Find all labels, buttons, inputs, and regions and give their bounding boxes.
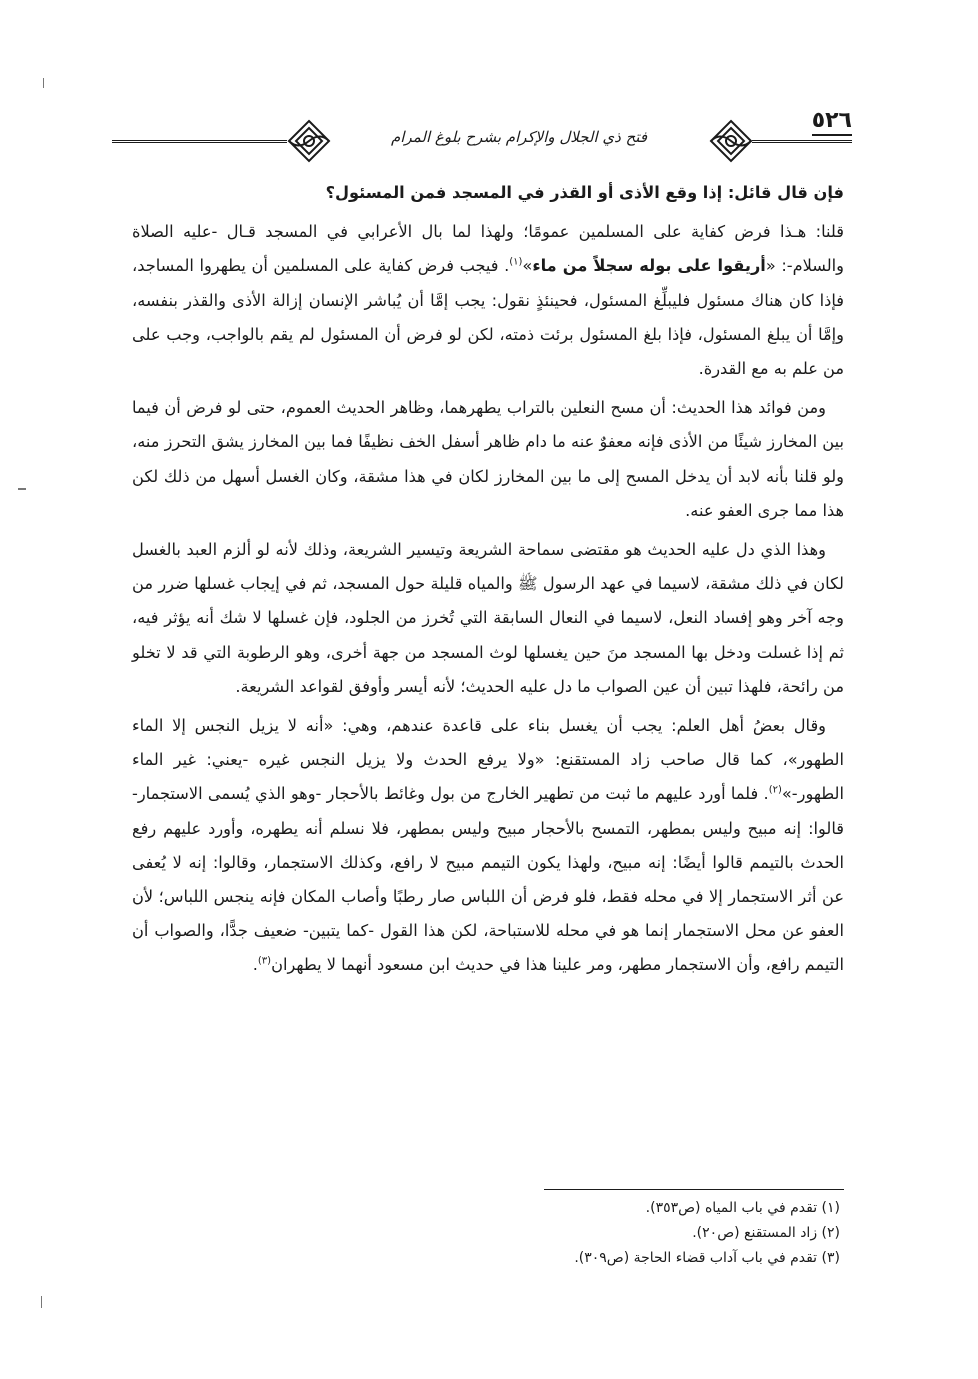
footnote: (٣) تقدم في باب آداب قضاء الحاجة (ص٣٠٩). <box>574 1250 840 1266</box>
paragraph-text: . <box>252 955 258 975</box>
scan-mark <box>43 78 44 88</box>
footnote: (١) تقدم في باب المياه (ص٣٥٣). <box>645 1200 840 1216</box>
paragraph-text: . فلما أورد عليهم ما ثبت من تطهير الخارج من بول وغائط بالأحجار -وهو الذي يُسمى الاستجمار- قالوا: إنه مبيح وليس بمطهر، التمسح بالأحجار مبيح وليس بمطهر، فلا نسلم أنه يطهره، وأورد عليهم رفع الحدث بالتيمم قالوا أيضًا: إنه مبيح، ولهذا يكون التيمم مبيح لا رافع، وكذلك الاستجمار، وقالوا: إنه لا يُعفى عن أثر الاستجمار إلا في محله فقط، فلو فرض أن اللباس صار رطبًا وأصاب المكان فإنه ينجس اللباس؛ لأن العفو عن محل الاستجمار إنما هو في محله للاستباحة، لكن هذا القول -كما يتبين- ضعيف جدًّا، والصواب أن التيمم رافع، وأن الاستجمار مطهر، ومر علينا هذا في حديث ابن مسعود أنهما لا يطهران <box>132 784 844 975</box>
paragraph <box>132 215 844 386</box>
footnote-ref[interactable]: (٢) <box>768 785 782 797</box>
paragraph <box>132 391 844 528</box>
footnote: (٢) زاد المستقنع (ص٢٠). <box>692 1225 840 1241</box>
header-rule-right <box>752 140 852 143</box>
page-number: ٥٢٦ <box>811 108 852 133</box>
paragraph-text: وهذا الذي دل عليه الحديث هو مقتضى سماحة الشريعة وتيسير الشريعة، وذلك لأنه لو ألزم العبد بالغسل لكان في ذلك مشقة، لاسيما في عهد الرسول ﷺ والمياه قليلة حول المسجد، ثم في إيجاب غسلها ضرر من وجه آخر وهو إفساد النعل، لاسيما في النعال السابقة التي تُخرز من الجلود، فإن غسلها لا شك أنه يؤثر فيه، ثم إذا غسلت ودخل بها المسجد منَ حين يغسلها لوث المسجد من جهة أخرى، وهو الرطوبة التي قد لا تخلو من رائحة، فلهذا تبين أن عين الصواب ما دل عليه الحديث؛ لأنه أيسر وأوفق لقواعد الشريعة. <box>132 540 844 696</box>
header-rule-left <box>112 140 287 143</box>
footnote-divider <box>544 1189 844 1190</box>
paragraph <box>132 709 844 983</box>
paragraph-text: . فيجب فرض كفاية على المسلمين أن يطهروا المساجد، فإذا كان هناك مسئول فليبلِّغ المسئول، فحينئذٍ نقول: يجب إمَّا أن يُباشر الإنسان إزالة الأذى والقذر بنفسه، وإمَّا أن يبلغ المسئول، فإذا بلغ المسئول برئت ذمته، لكن لو فرض أن المسئول لم يقم بالواجب، وجب على من علم به مع القدرة. <box>132 256 844 379</box>
question-heading: فإن قال قائل: إذا وقع الأذى أو القذر في المسجد فمن المسئول؟ <box>325 183 844 202</box>
paragraph <box>132 533 844 704</box>
ornament-icon <box>708 118 754 164</box>
scan-mark <box>18 488 26 490</box>
paragraph-text: ومن فوائد هذا الحديث: أن مسح النعلين بالتراب يطهرهما، وظاهر الحديث العموم، حتى لو فرض أن فيما بين المخارز شيئًا من الأذى فإنه معفوٌ عنه ما دام ظاهر أسفل الخف نظيفًا فما بين المخارز يشق التحرز منه، ولو قلنا بأنه لابد أن يدخل المسح إلى ما بين المخارز لكان في هذا مشقة، وكان الغسل أسهل من ذلك لكن هذا مما جرى العفو عنه. <box>132 398 844 520</box>
page-header <box>112 108 852 164</box>
scan-mark <box>41 1296 42 1308</box>
footnotes <box>140 1196 840 1271</box>
ornament-icon <box>286 118 332 164</box>
footnote-ref[interactable]: (٣) <box>257 956 272 968</box>
quote-close: » <box>522 256 533 276</box>
paragraph-text: وقال بعضُ أهل العلم: يجب أن يغسل بناء على قاعدة عندهم، وهي: «أنه لا يزيل النجس إلا الماء الطهور»، كما قال صاحب زاد المستقنع: «ولا يرفع الحدث ولا يزيل النجس غيره -يعني: غير الماء الطهور-» <box>132 716 844 804</box>
hadith-quote: أريقوا على بوله سجلاً من ماء <box>532 256 766 276</box>
main-text <box>132 176 844 988</box>
footnote-ref[interactable]: (١) <box>509 257 523 269</box>
paragraph <box>132 176 844 210</box>
book-title: فتح ذي الجلال والإكرام بشرح بلوغ المرام <box>390 128 647 146</box>
paragraph-text: قلنا: هـذا فرض كفاية على المسلمين عمومًا؛ ولهذا لما بال الأعرابي في المسجد قـال -عليه الصلاة والسلام-: « <box>132 222 844 276</box>
